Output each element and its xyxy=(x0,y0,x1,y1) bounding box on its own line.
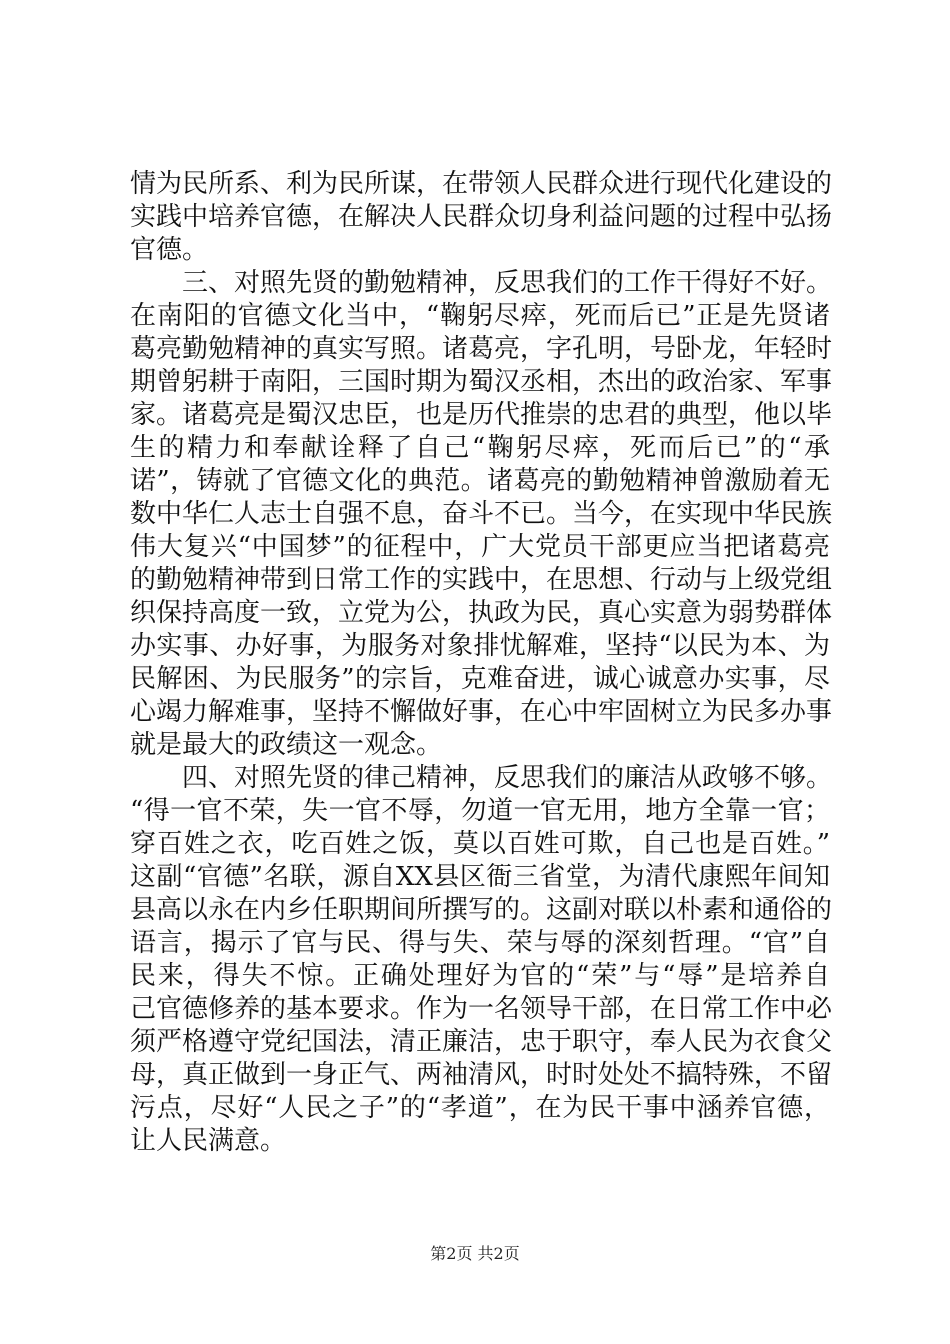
text-line: 官德。 xyxy=(130,235,209,265)
text-line: 心竭力解难事，坚持不懈做好事，在心中牢固树立为民多办事 xyxy=(130,697,833,727)
text-line: 数中华仁人志士自强不息，奋斗不已。当今，在实现中华民族 xyxy=(130,499,833,529)
text-line: 县高以永在内乡任职期间所撰写的。这副对联以朴素和通俗的 xyxy=(130,895,833,925)
text-line: 在南阳的官德文化当中，“鞠躬尽瘁，死而后已”正是先贤诸 xyxy=(130,301,830,331)
text-line: 生的精力和奉献诠释了自己“鞠躬尽瘁，死而后已”的“承 xyxy=(130,433,830,463)
text-line: 织保持高度一致，立党为公，执政为民，真心实意为弱势群体 xyxy=(130,598,833,628)
text-line: 办实事、办好事，为服务对象排忧解难，坚持“以民为本、为 xyxy=(130,631,830,661)
text-line: 污点，尽好“人民之子”的“孝道”，在为民干事中涵养官德， xyxy=(130,1093,830,1123)
text-line: 民解困、为民服务”的宗旨，克难奋进，诚心诚意办实事，尽 xyxy=(130,664,830,694)
text-line: 四、对照先贤的律己精神，反思我们的廉洁从政够不够。 xyxy=(182,763,833,793)
text-line: 须严格遵守党纪国法，清正廉洁，忠于职守，奉人民为衣食父 xyxy=(130,1027,833,1057)
text-line: 民来，得失不惊。正确处理好为官的“荣”与“辱”是培养自 xyxy=(130,961,830,991)
text-line: 情为民所系、利为民所谋，在带领人民群众进行现代化建设的 xyxy=(130,169,833,199)
page-footer xyxy=(0,1244,950,1264)
text-line: 这副“官德”名联，源自XX县区衙三省堂，为清代康熙年间知 xyxy=(130,862,830,892)
text-line: 伟大复兴“中国梦”的征程中，广大党员干部更应当把诸葛亮 xyxy=(130,532,830,562)
text-line: 让人民满意。 xyxy=(130,1126,287,1156)
text-line: 的勤勉精神带到日常工作的实践中，在思想、行动与上级党组 xyxy=(130,565,833,595)
text-line: “得一官不荣，失一官不辱，勿道一官无用，地方全靠一官； xyxy=(130,796,830,826)
page-number-label: 第2页 共2页 xyxy=(430,1244,520,1263)
document-body xyxy=(130,168,833,1158)
text-line: 家。诸葛亮是蜀汉忠臣，也是历代推崇的忠君的典型，他以毕 xyxy=(130,400,833,430)
text-line: 母，真正做到一身正气、两袖清风，时时处处不搞特殊，不留 xyxy=(130,1060,833,1090)
text-line: 诺”，铸就了官德文化的典范。诸葛亮的勤勉精神曾激励着无 xyxy=(130,466,830,496)
text-line: 就是最大的政绩这一观念。 xyxy=(130,730,443,760)
text-line: 期曾躬耕于南阳，三国时期为蜀汉丞相，杰出的政治家、军事 xyxy=(130,367,833,397)
text-line: 实践中培养官德，在解决人民群众切身利益问题的过程中弘扬 xyxy=(130,202,833,232)
text-line: 三、对照先贤的勤勉精神，反思我们的工作干得好不好。 xyxy=(182,268,833,298)
text-line: 语言，揭示了官与民、得与失、荣与辱的深刻哲理。“官”自 xyxy=(130,928,830,958)
text-line: 己官德修养的基本要求。作为一名领导干部，在日常工作中必 xyxy=(130,994,833,1024)
text-line: 穿百姓之衣，吃百姓之饭，莫以百姓可欺，自己也是百姓。” xyxy=(130,829,830,859)
text-line: 葛亮勤勉精神的真实写照。诸葛亮，字孔明，号卧龙，年轻时 xyxy=(130,334,833,364)
